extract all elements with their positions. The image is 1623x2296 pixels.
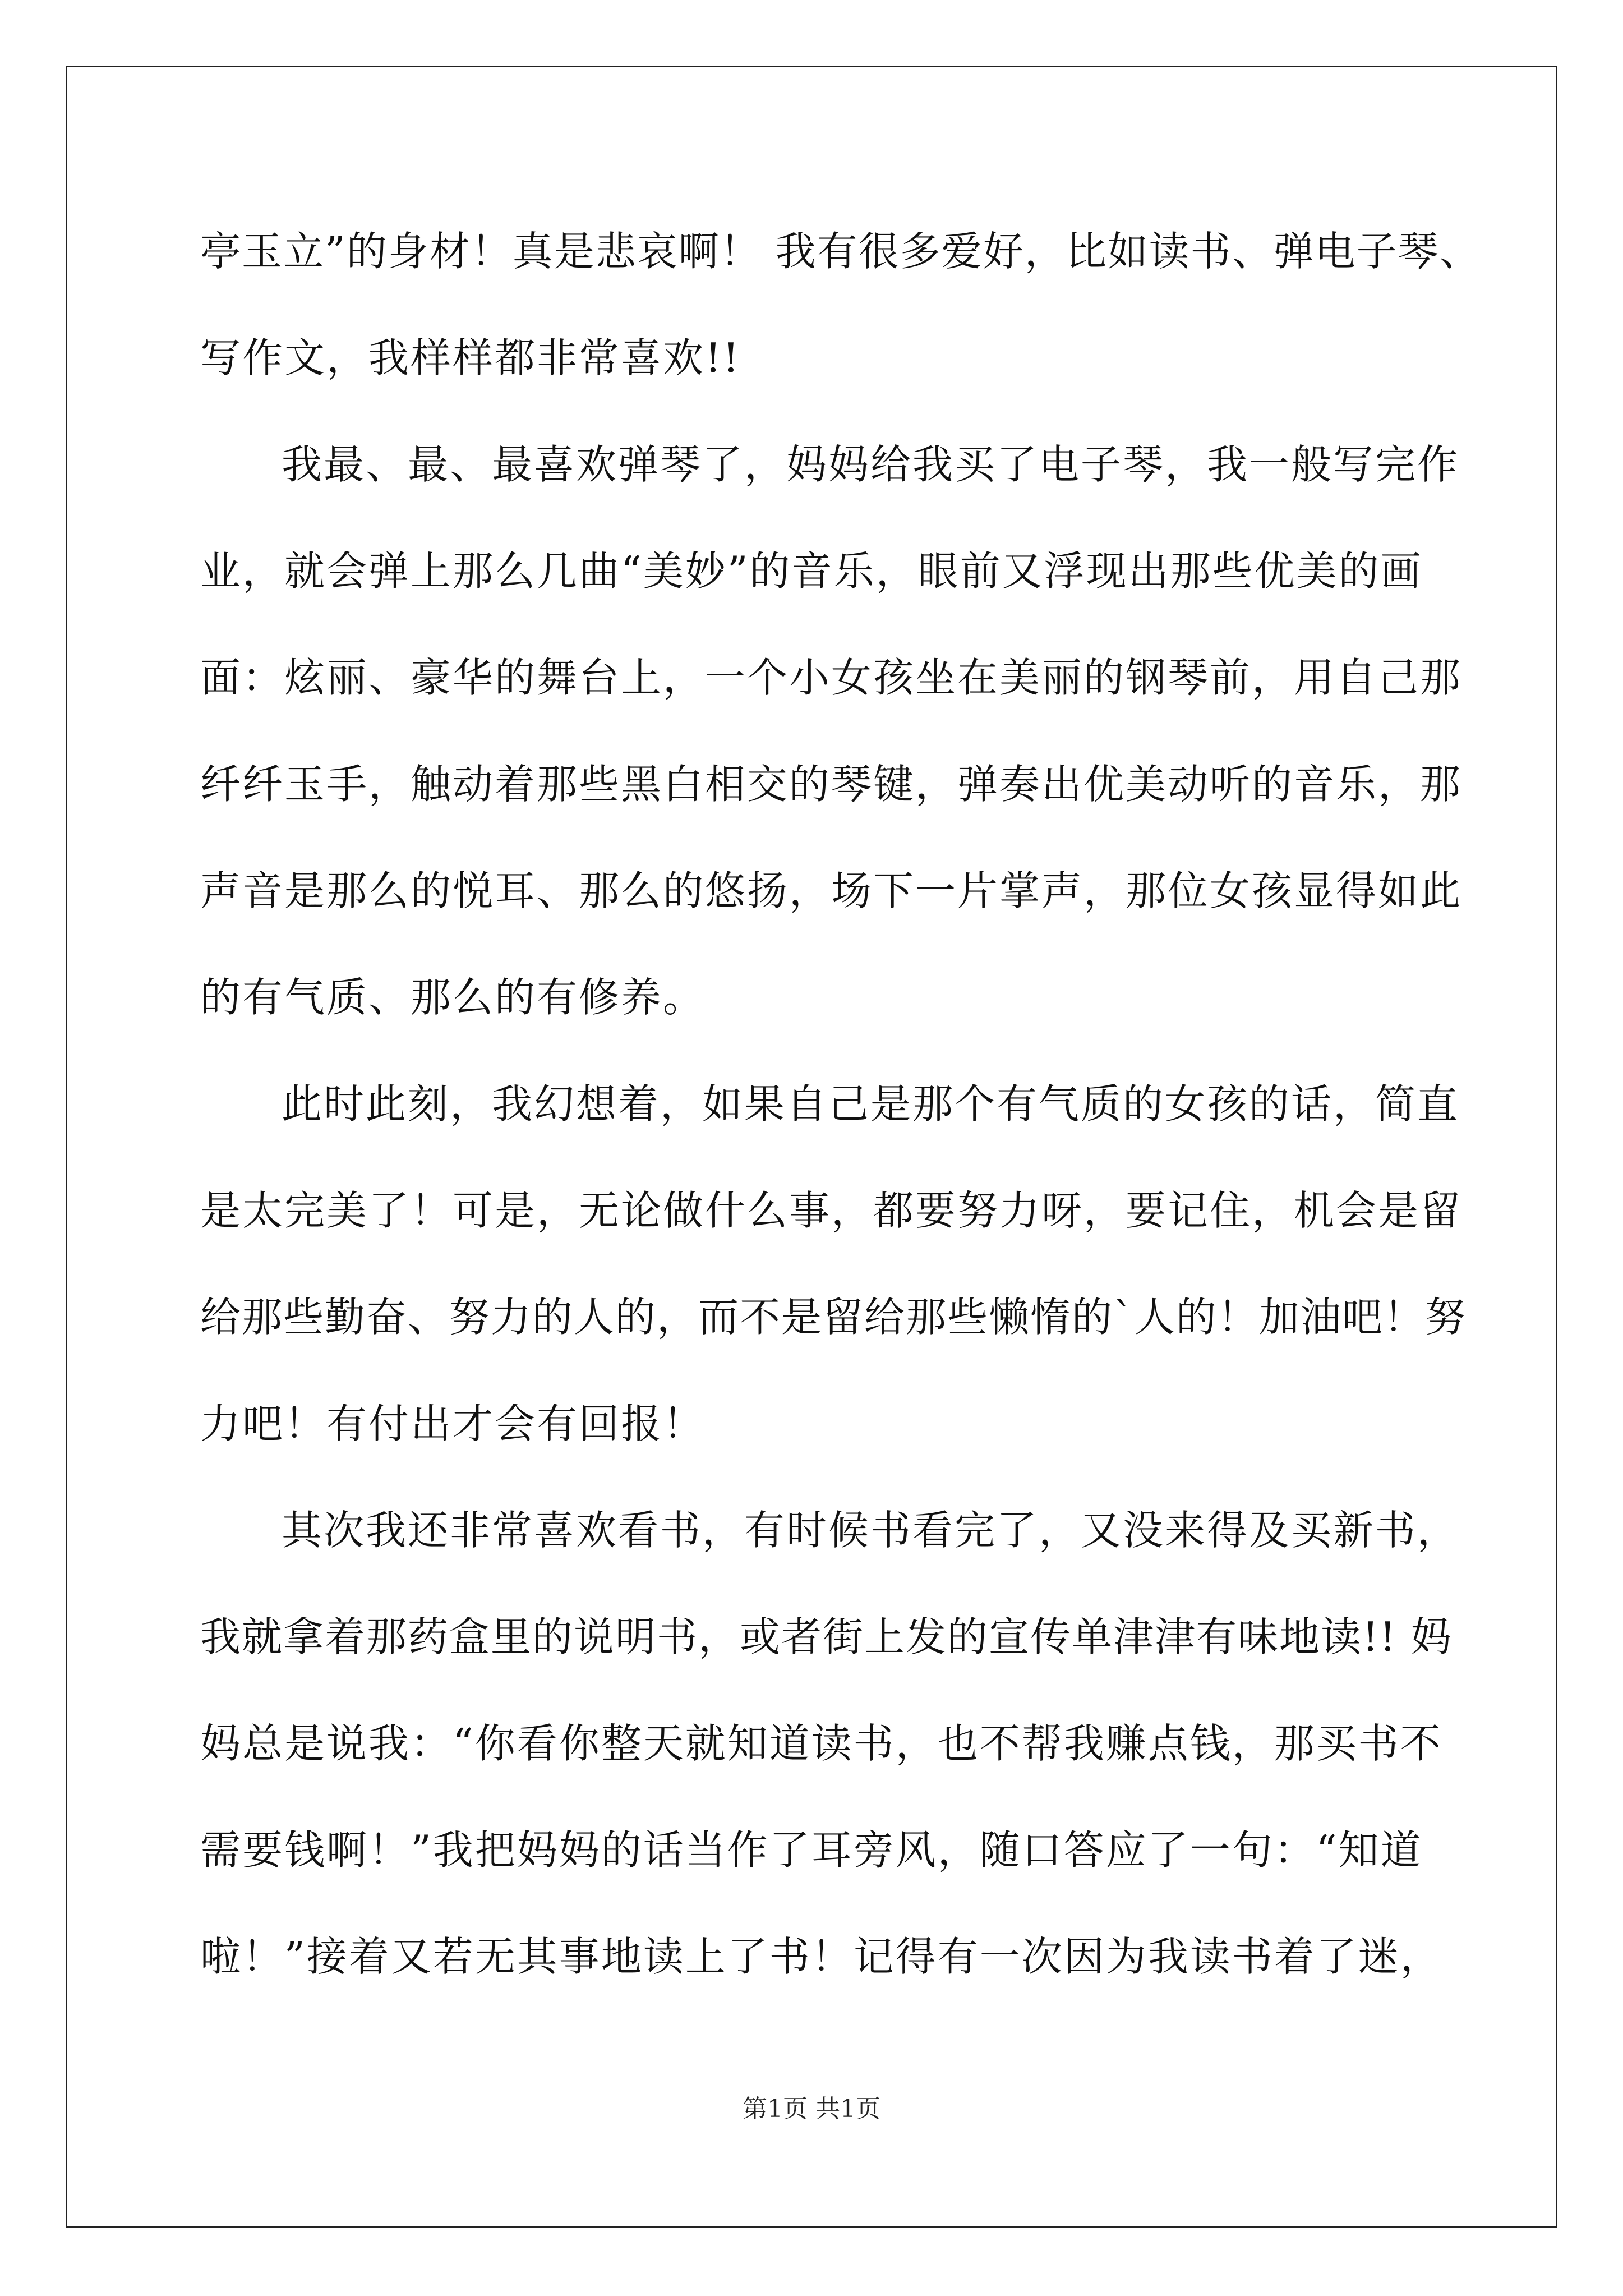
text-line-16: 需要钱啊！”我把妈妈的话当作了耳旁风，随口答应了一句：“知道 <box>200 1826 1423 1874</box>
text-line-12: 力吧！有付出才会有回报！ <box>200 1400 706 1447</box>
text-line-13: 其次我还非常喜欢看书，有时候书看完了，又没来得及买新书， <box>282 1507 1460 1554</box>
text-line-10: 是太完美了！可是，无论做什么事，都要努力呀，要记住，机会是留 <box>200 1187 1463 1234</box>
text-line-17: 啦！”接着又若无其事地读上了书！记得有一次因为我读书着了迷， <box>200 1933 1442 1980</box>
text-line-14: 我就拿着那药盒里的说明书，或者街上发的宣传单津津有味地读!! 妈 <box>200 1613 1453 1660</box>
text-line-15: 妈总是说我：“你看你整天就知道读书，也不帮我赚点钱，那买书不 <box>200 1720 1442 1767</box>
text-line-6: 纤纤玉手，触动着那些黑白相交的琴键，弹奏出优美动听的音乐，那 <box>200 761 1463 808</box>
text-line-7: 声音是那么的悦耳、那么的悠扬，场下一片掌声，那位女孩显得如此 <box>200 867 1463 914</box>
text-line-3: 我最、最、最喜欢弹琴了，妈妈给我买了电子琴，我一般写完作 <box>282 441 1460 488</box>
text-line-4: 业，就会弹上那么几曲“美妙”的音乐，眼前又浮现出那些优美的画 <box>200 547 1423 595</box>
text-line-1: 亭玉立”的身材！真是悲哀啊！ 我有很多爱好，比如读书、弹电子琴、 <box>200 228 1481 275</box>
text-line-5: 面：炫丽、豪华的舞台上，一个小女孩坐在美丽的钢琴前，用自己那 <box>200 654 1463 701</box>
page-footer: 第1页 共1页 <box>743 2095 880 2123</box>
text-line-11: 给那些勤奋、努力的人的，而不是留给那些懒惰的`人的！加油吧！努 <box>200 1294 1467 1341</box>
page-border <box>66 66 1557 2228</box>
text-line-2: 写作文，我样样都非常喜欢!! <box>200 334 741 381</box>
text-line-8: 的有气质、那么的有修养。 <box>200 974 706 1021</box>
text-line-9: 此时此刻，我幻想着，如果自己是那个有气质的女孩的话，简直 <box>282 1080 1460 1128</box>
